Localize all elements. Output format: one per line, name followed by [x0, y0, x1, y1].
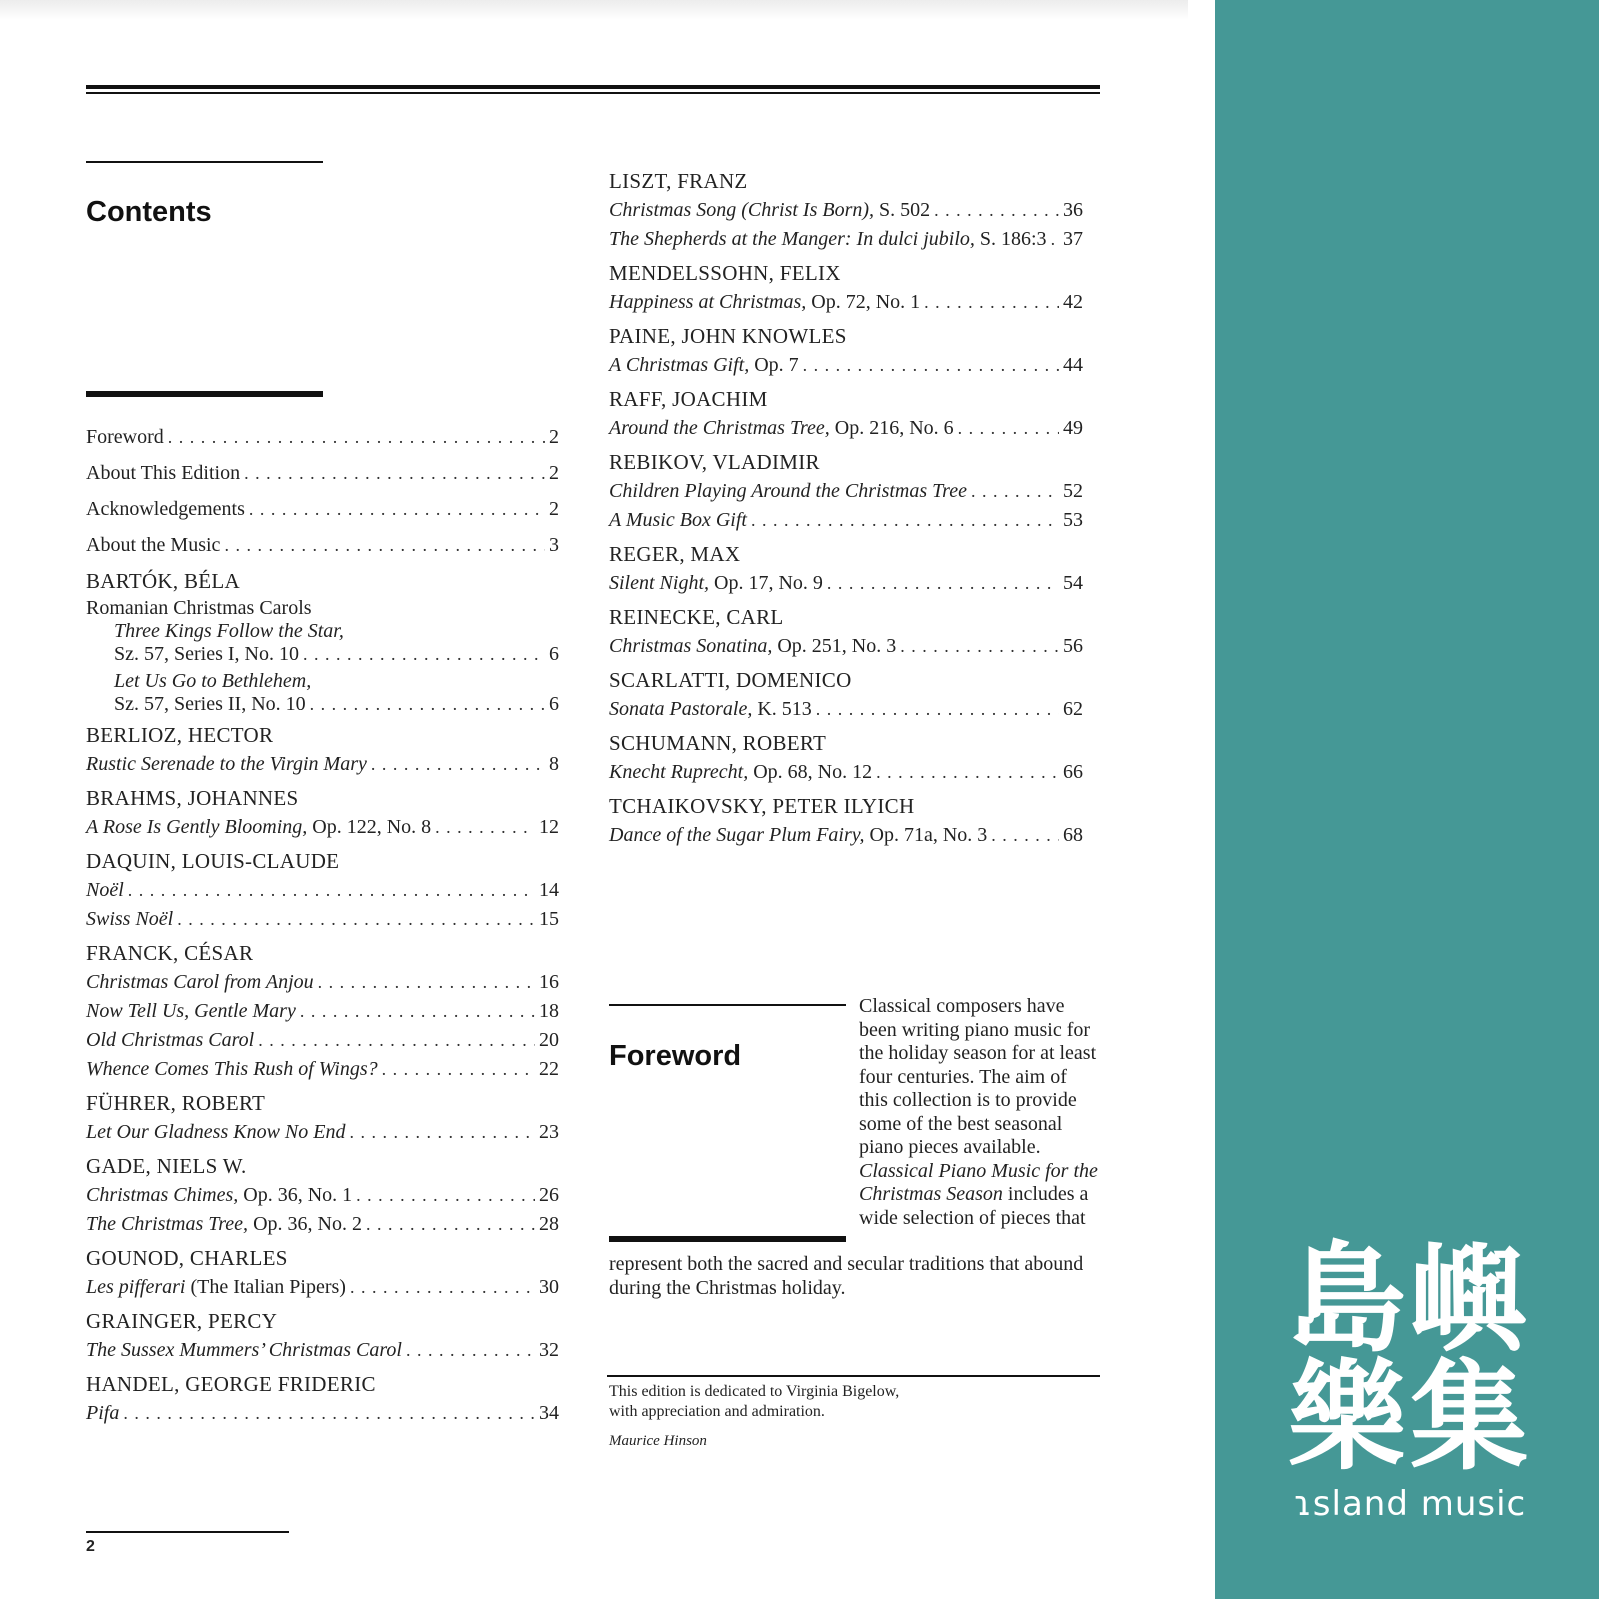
piece-title: A Rose Is Gently Blooming,: [86, 816, 308, 838]
composer-name: HANDEL, GEORGE FRIDERIC: [86, 1372, 376, 1396]
toc-entry[interactable]: [609, 569, 1083, 598]
page-number-footer: 2: [86, 1538, 95, 1555]
composer-name: LISZT, FRANZ: [609, 169, 748, 193]
dot-leader: [382, 1055, 535, 1084]
foreword-rule-bottom: [609, 1236, 846, 1242]
entry-label: [609, 477, 967, 506]
piece-title: Sonata Pastorale,: [609, 698, 753, 720]
entry-label: [609, 414, 954, 443]
piece-detail: Op. 68, No. 12: [753, 761, 873, 783]
piece-title: A Christmas Gift,: [609, 354, 750, 376]
foreword-title: Foreword: [609, 1040, 742, 1072]
piece-detail: Op. 36, No. 2: [253, 1213, 362, 1235]
composer-name: BERLIOZ, HECTOR: [86, 723, 274, 747]
dot-leader: [827, 569, 1059, 598]
page-number: 2: [549, 462, 559, 484]
piece-title: The Sussex Mummers’ Christmas Carol: [86, 1339, 402, 1361]
dot-leader: [900, 632, 1059, 661]
piece-title: Pifa: [86, 1402, 120, 1424]
piece-title: Around the Christmas Tree,: [609, 417, 830, 439]
composer-name: REINECKE, CARL: [609, 605, 784, 629]
entry-label: Acknowledgements: [86, 498, 245, 520]
logo-english: ɿsland music: [1293, 1484, 1527, 1524]
composer-name: FRANCK, CÉSAR: [86, 941, 254, 965]
piece-detail: Op. 72, No. 1: [811, 291, 921, 313]
dot-leader: [803, 351, 1059, 380]
toc-entry[interactable]: [86, 905, 559, 934]
front-matter-list: [86, 423, 559, 560]
dot-leader: [258, 1026, 535, 1055]
composer-name: TCHAIKOVSKY, PETER ILYICH: [609, 794, 915, 818]
piece-detail: S. 186:3: [979, 228, 1047, 250]
toc-row: [114, 692, 559, 716]
piece-detail: Sz. 57, Series II, No. 10: [114, 693, 306, 715]
entry-label: [86, 968, 314, 997]
composer-name: PAINE, JOHN KNOWLES: [609, 324, 847, 348]
top-rule-thick: [86, 85, 1100, 89]
toc-entry[interactable]: [609, 632, 1083, 661]
dot-leader: [128, 876, 535, 905]
page-number: 62: [1063, 698, 1083, 720]
piece-title: Swiss Noël: [86, 908, 174, 930]
toc-entry[interactable]: [86, 1336, 559, 1365]
page-number: 6: [549, 693, 559, 715]
dedication-line: This edition is dedicated to Virginia Bigelow,: [609, 1383, 900, 1400]
entry-label: [86, 1118, 345, 1147]
toc-entry[interactable]: [609, 225, 1083, 254]
entry-label: [86, 1336, 402, 1365]
dot-leader: [168, 423, 545, 452]
entry-label: [609, 288, 920, 317]
logo-cjk-line: 樂集: [1287, 1348, 1532, 1486]
dot-leader: [350, 1273, 535, 1302]
piece-detail: Op. 7: [754, 354, 799, 376]
piece-detail: Op. 251, No. 3: [777, 635, 897, 657]
piece-title: Let Us Go to Bethlehem,: [114, 670, 312, 692]
page-number: 28: [539, 1213, 559, 1235]
toc-entry[interactable]: [86, 1055, 559, 1084]
dot-leader: [924, 288, 1059, 317]
composer-name: BRAHMS, JOHANNES: [86, 786, 299, 810]
foreword-text: [859, 995, 1099, 1230]
toc-entry[interactable]: [86, 1118, 559, 1147]
composer-name: DAQUIN, LOUIS-CLAUDE: [86, 849, 340, 873]
dot-leader: [816, 695, 1059, 724]
foreword-rule-top: [609, 1004, 846, 1006]
toc-entry[interactable]: [609, 758, 1083, 787]
entry-label: [86, 750, 367, 779]
piece-detail: Op. 17, No. 9: [714, 572, 823, 594]
footer-rule: [86, 1531, 289, 1533]
page-number: 34: [539, 1402, 559, 1424]
entry-label: [609, 506, 747, 535]
dot-leader: [435, 813, 535, 842]
piece-title: Silent Night,: [609, 572, 709, 594]
page-number: 66: [1063, 761, 1083, 783]
contents-rule-top: [86, 161, 323, 163]
composer-name: GADE, NIELS W.: [86, 1154, 247, 1178]
piece-title: Dance of the Sugar Plum Fairy,: [609, 824, 865, 846]
piece-title: Old Christmas Carol: [86, 1029, 255, 1051]
piece-detail: Op. 71a, No. 3: [869, 824, 988, 846]
toc-entry[interactable]: [609, 351, 1083, 380]
bartok-piece[interactable]: [86, 620, 559, 666]
composer-name: RAFF, JOACHIM: [609, 387, 768, 411]
island-music-logo: [1280, 1230, 1540, 1524]
piece-title: Christmas Sonatina,: [609, 635, 773, 657]
page-number: 2: [549, 426, 559, 448]
toc-entry[interactable]: [86, 997, 559, 1026]
dedication-rule: [607, 1375, 1100, 1377]
piece-title: Rustic Serenade to the Virgin Mary: [86, 753, 367, 775]
piece-title: Knecht Ruprecht,: [609, 761, 749, 783]
piece-detail: Op. 216, No. 6: [834, 417, 954, 439]
top-shadow: [0, 0, 1188, 20]
entry-label: [86, 876, 124, 905]
entry-label: [609, 632, 896, 661]
dot-leader: [371, 750, 545, 779]
entry-label: [86, 1055, 378, 1084]
composer-name: SCARLATTI, DOMENICO: [609, 668, 852, 692]
piece-title: Christmas Carol from Anjou: [86, 971, 314, 993]
dot-leader: [751, 506, 1059, 535]
toc-right-column: [609, 162, 1083, 850]
entry-label: [86, 1026, 254, 1055]
toc-entry[interactable]: [86, 1210, 559, 1239]
entry-label: [609, 351, 799, 380]
toc-entry[interactable]: [86, 750, 559, 779]
page-number: 15: [539, 908, 559, 930]
dot-leader: [934, 196, 1059, 225]
piece-title: Now Tell Us, Gentle Mary: [86, 1000, 296, 1022]
toc-entry[interactable]: [609, 196, 1083, 225]
dot-leader: [249, 495, 545, 524]
piece-title: A Music Box Gift: [609, 509, 747, 531]
page-number: 26: [539, 1184, 559, 1206]
entry-label: [86, 1273, 346, 1302]
page-number: 49: [1063, 417, 1083, 439]
dot-leader: [366, 1210, 535, 1239]
dedication-line: with appreciation and admiration.: [609, 1403, 825, 1420]
toc-entry[interactable]: [86, 1026, 559, 1055]
composer-name: SCHUMANN, ROBERT: [609, 731, 827, 755]
entry-label: [86, 997, 296, 1026]
toc-entry[interactable]: [86, 813, 559, 842]
page-number: 16: [539, 971, 559, 993]
entry-label: [609, 758, 872, 787]
toc-row: [114, 642, 559, 666]
toc-entry[interactable]: [86, 423, 559, 452]
toc-entry[interactable]: [86, 459, 559, 488]
page-number: 53: [1063, 509, 1083, 531]
piece-title: The Christmas Tree,: [86, 1213, 249, 1235]
piece-title: The Shepherds at the Manger: In dulci jubilo,: [609, 228, 975, 250]
page-number: 23: [539, 1121, 559, 1143]
piece-title: Christmas Chimes,: [86, 1184, 239, 1206]
piece-detail: Op. 122, No. 8: [312, 816, 432, 838]
page-number: 36: [1063, 199, 1083, 221]
page-number: 68: [1063, 824, 1083, 846]
composer-name: FÜHRER, ROBERT: [86, 1091, 266, 1115]
entry-label: [609, 196, 930, 225]
entry-label: About the Music: [86, 534, 221, 556]
foreword-text-end: represent both the sacred and secular traditions that abound during the Christmas holiday.: [609, 1253, 1084, 1299]
entry-label: [86, 1399, 119, 1428]
page-number: 18: [539, 1000, 559, 1022]
dot-leader: [356, 1181, 535, 1210]
piece-detail: Op. 36, No. 1: [243, 1184, 353, 1206]
logo-cjk-line: 島嶼: [1287, 1230, 1532, 1368]
toc-entry[interactable]: [86, 1399, 559, 1428]
dot-leader: [224, 531, 545, 560]
dot-leader: [971, 477, 1059, 506]
dot-leader: [406, 1336, 535, 1365]
dot-leader: [300, 997, 535, 1026]
dot-leader: [318, 968, 535, 997]
dot-leader: [876, 758, 1059, 787]
page-number: 42: [1063, 291, 1083, 313]
entry-label: [86, 905, 173, 934]
entry-label: [609, 695, 812, 724]
foreword-text-mid: includes a wide selection of pieces that: [859, 1183, 1089, 1229]
dedication: [609, 1382, 989, 1422]
toc-entry[interactable]: [609, 414, 1083, 443]
page-number: 14: [539, 879, 559, 901]
collection-title: Romanian Christmas Carols: [86, 597, 312, 619]
page-number: 8: [549, 753, 559, 775]
toc-entry[interactable]: [86, 876, 559, 905]
top-rule-thin: [86, 92, 1100, 94]
entry-label: [609, 569, 823, 598]
toc-entry[interactable]: [609, 821, 1083, 850]
bartok-piece[interactable]: [86, 670, 559, 716]
page-number: 54: [1063, 572, 1083, 594]
page-number: 52: [1063, 480, 1083, 502]
entry-label: About This Edition: [86, 462, 241, 484]
dot-leader: [991, 821, 1059, 850]
dot-leader: [1051, 225, 1059, 254]
piece-title: Let Our Gladness Know No End: [86, 1121, 346, 1143]
composer-name: MENDELSSOHN, FELIX: [609, 261, 841, 285]
piece-detail: (The Italian Pipers): [190, 1276, 346, 1298]
piece-title: Noël: [86, 879, 124, 901]
composer-name: GRAINGER, PERCY: [86, 1309, 278, 1333]
page-number: 3: [549, 534, 559, 556]
entry-label: [86, 813, 431, 842]
contents-title: Contents: [86, 196, 212, 228]
foreword-text-start: Classical composers have been writing piano music for the holiday season for at least four centuries. The aim of this collection is to provide some of the best seasonal piano pieces available.: [859, 995, 1097, 1158]
entry-label: [609, 821, 987, 850]
composer-name: GOUNOD, CHARLES: [86, 1246, 288, 1270]
piece-title: Happiness at Christmas,: [609, 291, 807, 313]
entry-label: [86, 1210, 362, 1239]
toc-entry[interactable]: [86, 495, 559, 524]
toc-entry[interactable]: [86, 1273, 559, 1302]
piece-title: Les pifferari: [86, 1276, 186, 1298]
piece-title: Three Kings Follow the Star,: [114, 620, 344, 642]
contents-rule-bottom: [86, 391, 323, 397]
toc-entry[interactable]: [609, 695, 1083, 724]
page-number: 22: [539, 1058, 559, 1080]
page-number: 6: [549, 643, 559, 665]
page-number: 32: [539, 1339, 559, 1361]
composer-name: REGER, MAX: [609, 542, 741, 566]
page-number: 2: [549, 498, 559, 520]
dot-leader: [349, 1118, 535, 1147]
dot-leader: [303, 642, 545, 666]
entry-label: [609, 225, 1047, 254]
piece-title: Children Playing Around the Christmas Tree: [609, 480, 967, 502]
piece-detail: S. 502: [879, 199, 931, 221]
page-number: 30: [539, 1276, 559, 1298]
book-title: Classical Piano Music for the Christmas Season: [859, 1159, 1098, 1205]
toc-entry[interactable]: [86, 968, 559, 997]
page-number: 44: [1063, 354, 1083, 376]
composer-name: REBIKOV, VLADIMIR: [609, 450, 820, 474]
composer-list-right: [609, 167, 1083, 850]
composer-list-left: [86, 721, 559, 1428]
piece-title: Christmas Song (Christ Is Born),: [609, 199, 875, 221]
dot-leader: [244, 459, 545, 488]
page-number: 56: [1063, 635, 1083, 657]
toc-entry[interactable]: [86, 1181, 559, 1210]
toc-entry[interactable]: [86, 531, 559, 560]
piece-detail: K. 513: [757, 698, 812, 720]
toc-entry[interactable]: [609, 506, 1083, 535]
dot-leader: [123, 1399, 535, 1428]
page-number: 37: [1063, 228, 1083, 250]
toc-left-column: [86, 423, 559, 1428]
dot-leader: [958, 414, 1059, 443]
toc-entry[interactable]: [609, 288, 1083, 317]
entry-label: [86, 1181, 352, 1210]
signature: Maurice Hinson: [609, 1433, 707, 1449]
entry-label: Foreword: [86, 426, 164, 448]
piece-title: Whence Comes This Rush of Wings?: [86, 1058, 378, 1080]
piece-detail: Sz. 57, Series I, No. 10: [114, 643, 299, 665]
page-number: 12: [539, 816, 559, 838]
composer-name: BARTÓK, BÉLA: [86, 569, 241, 593]
dot-leader: [177, 905, 535, 934]
toc-entry[interactable]: [609, 477, 1083, 506]
page-number: 20: [539, 1029, 559, 1051]
dot-leader: [310, 692, 545, 716]
